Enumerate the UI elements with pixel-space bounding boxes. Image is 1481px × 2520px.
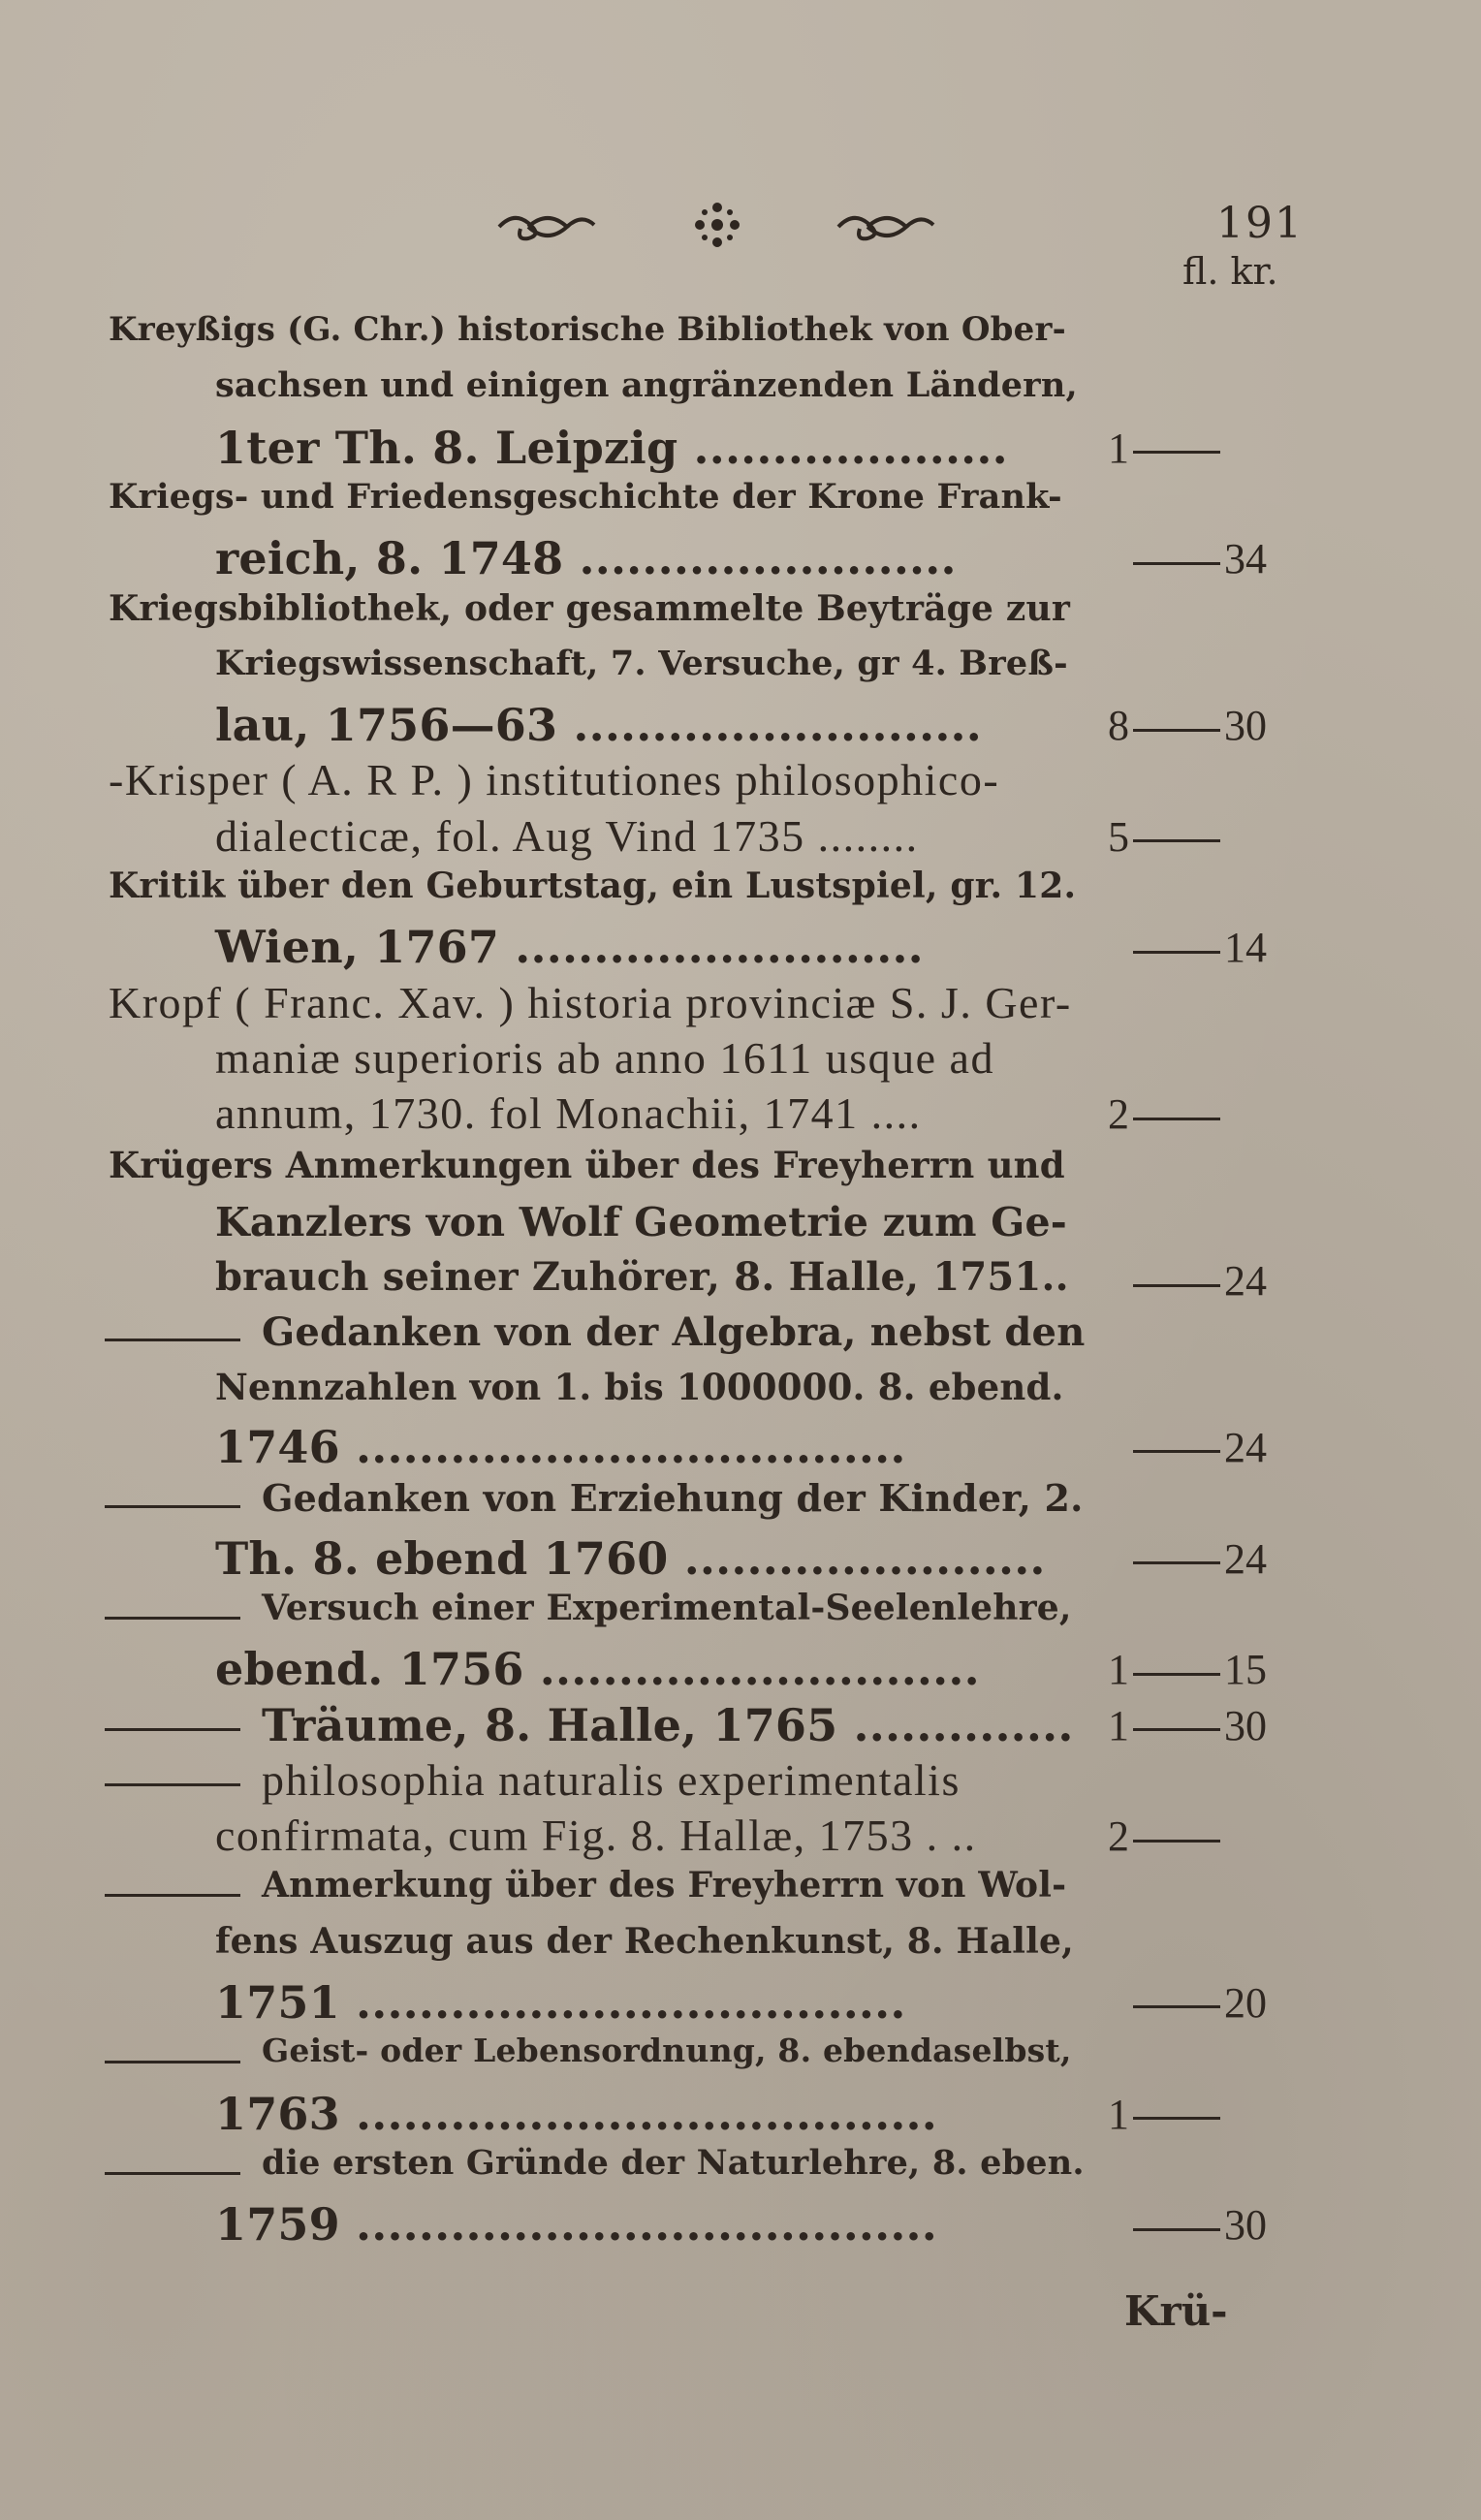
repeat-author-dash xyxy=(105,1894,240,1897)
price-florins: 1 xyxy=(1108,424,1129,472)
entry-text: Gedanken von der Algebra, nebst den xyxy=(262,1309,1086,1356)
fleuron-ornament xyxy=(695,203,740,247)
price-kreuzer: 15 xyxy=(1224,1646,1267,1694)
entry-text: Nennzahlen von 1. bis 1000000. 8. ebend. xyxy=(215,1365,1064,1408)
price xyxy=(1100,534,1267,583)
price-kreuzer: 24 xyxy=(1224,1424,1267,1471)
price xyxy=(1100,1978,1267,2028)
price xyxy=(1100,923,1267,972)
entry-text: Kriegsbibliothek, oder gesammelte Beyträge zur xyxy=(109,587,1071,629)
price-kreuzer: 14 xyxy=(1224,924,1267,972)
price-dash xyxy=(1133,1728,1220,1731)
price-kreuzer: 20 xyxy=(1224,1979,1267,2027)
entry-text: 1746 ................................... xyxy=(215,1421,906,1473)
price xyxy=(1100,1089,1267,1139)
price-dash xyxy=(1133,2228,1220,2231)
entry-text: Th. 8. ebend 1760 ....................... xyxy=(215,1531,1046,1585)
price-dash xyxy=(1133,2117,1220,2120)
price-kreuzer: 30 xyxy=(1224,702,1267,750)
entry-text: philosophia naturalis experimentalis xyxy=(262,1754,961,1805)
price-florins: 1 xyxy=(1108,2090,1129,2138)
entry-text: lau, 1756—63 .......................... xyxy=(215,699,982,752)
price-kreuzer: 24 xyxy=(1224,1534,1267,1583)
entry-text: 1ter Th. 8. Leipzig .................... xyxy=(215,421,1008,474)
entry-text: Träume, 8. Halle, 1765 .............. xyxy=(262,1698,1074,1751)
repeat-author-dash xyxy=(105,1505,240,1508)
price-florins: 2 xyxy=(1108,1812,1129,1861)
entry-text: dialecticæ, fol. Aug Vind 1735 ........ xyxy=(215,810,919,861)
price xyxy=(1100,812,1267,862)
entry-text: -Krisper ( A. R P. ) institutiones philosophico- xyxy=(109,755,1000,805)
price xyxy=(1100,1645,1267,1694)
price-dash xyxy=(1133,1673,1220,1676)
scroll-ornament-left xyxy=(499,218,594,238)
price-kreuzer: 30 xyxy=(1224,1701,1267,1749)
price-florins: 1 xyxy=(1108,1646,1129,1694)
entry-text: reich, 8. 1748 ........................ xyxy=(215,532,957,585)
entry-text: confirmata, cum Fig. 8. Hallæ, 1753 . .. xyxy=(215,1811,977,1861)
entry-text: sachsen und einigen angränzenden Ländern, xyxy=(215,365,1078,406)
entry-text: 1763 ..................................... xyxy=(215,2087,937,2140)
price xyxy=(1100,2090,1267,2139)
entry-text: 1759 ..................................... xyxy=(215,2198,937,2252)
price xyxy=(1100,1256,1267,1306)
entry-text: Kritik über den Geburtstag, ein Lustspiel, gr. 12. xyxy=(109,866,1077,906)
price-dash xyxy=(1133,1284,1220,1287)
price-dash xyxy=(1133,951,1220,954)
catalog-line xyxy=(0,2190,1481,2268)
price-dash xyxy=(1133,451,1220,454)
price-dash xyxy=(1133,1118,1220,1120)
price-kreuzer: 30 xyxy=(1224,2201,1267,2250)
entry-text: Gedanken von Erziehung der Kinder, 2. xyxy=(262,1476,1084,1521)
price xyxy=(1100,1811,1267,1861)
price-florins: 8 xyxy=(1108,702,1129,750)
entry-text: Kriegs- und Friedensgeschichte der Krone Frank- xyxy=(109,476,1062,517)
page-number: 191 xyxy=(1216,199,1304,248)
entry-text: annum, 1730. fol Monachii, 1741 .... xyxy=(215,1088,922,1139)
repeat-author-dash xyxy=(105,1783,240,1786)
entry-text: brauch seiner Zuhörer, 8. Halle, 1751.. xyxy=(215,1254,1069,1301)
price xyxy=(1100,424,1267,473)
entry-text: fens Auszug aus der Rechenkunst, 8. Halle, xyxy=(215,1920,1074,1962)
price xyxy=(1100,1534,1267,1584)
price-kreuzer: 24 xyxy=(1224,1257,1267,1306)
entry-text: Kreyßigs (G. Chr.) historische Bibliothek von Ober- xyxy=(109,310,1066,349)
scroll-ornament-right xyxy=(838,218,933,238)
price-dash xyxy=(1133,839,1220,842)
entry-text: Kanzlers von Wolf Geometrie zum Ge- xyxy=(215,1198,1067,1245)
entry-text: ebend. 1756 ............................ xyxy=(215,1643,980,1696)
entry-text: Versuch einer Experimental-Seelenlehre, xyxy=(262,1587,1072,1628)
entry-text: maniæ superioris ab anno 1611 usque ad xyxy=(215,1032,994,1083)
entry-text: Geist- oder Lebensordnung, 8. ebendaselbst, xyxy=(262,2032,1072,2070)
entry-text: Anmerkung über des Freyherrn von Wol- xyxy=(262,1865,1067,1906)
price-dash xyxy=(1133,1840,1220,1843)
entry-text: 1751 ................................... xyxy=(215,1976,906,2029)
entry-text: Kriegswissenschaft, 7. Versuche, gr 4. Breß- xyxy=(215,643,1068,683)
price-florins: 1 xyxy=(1108,1701,1129,1749)
repeat-author-dash xyxy=(105,2172,240,2175)
price-dash xyxy=(1133,562,1220,565)
catchword: Krü- xyxy=(1124,2287,1228,2335)
price-dash xyxy=(1133,1450,1220,1453)
price-dash xyxy=(1133,1561,1220,1564)
price-florins: 5 xyxy=(1108,812,1129,861)
price-kreuzer: 34 xyxy=(1224,535,1267,583)
repeat-author-dash xyxy=(105,1339,240,1341)
price-dash xyxy=(1133,2005,1220,2008)
entry-text: die ersten Gründe der Naturlehre, 8. eben. xyxy=(262,2142,1085,2183)
currency-columns-header: fl. kr. xyxy=(1182,250,1278,293)
repeat-author-dash xyxy=(105,2061,240,2063)
entry-text: Krügers Anmerkungen über des Freyherrn und xyxy=(109,1143,1065,1186)
price xyxy=(1100,2200,1267,2250)
price-florins: 2 xyxy=(1108,1090,1129,1139)
price-dash xyxy=(1133,729,1220,732)
repeat-author-dash xyxy=(105,1617,240,1620)
entry-text: Wien, 1767 .......................... xyxy=(215,921,924,974)
price xyxy=(1100,1701,1267,1750)
price xyxy=(1100,701,1267,750)
repeat-author-dash xyxy=(105,1728,240,1731)
price xyxy=(1100,1423,1267,1472)
header-ornaments xyxy=(489,190,945,258)
entry-text: Kropf ( Franc. Xav. ) historia provinciæ S. J. Ger- xyxy=(109,977,1072,1027)
